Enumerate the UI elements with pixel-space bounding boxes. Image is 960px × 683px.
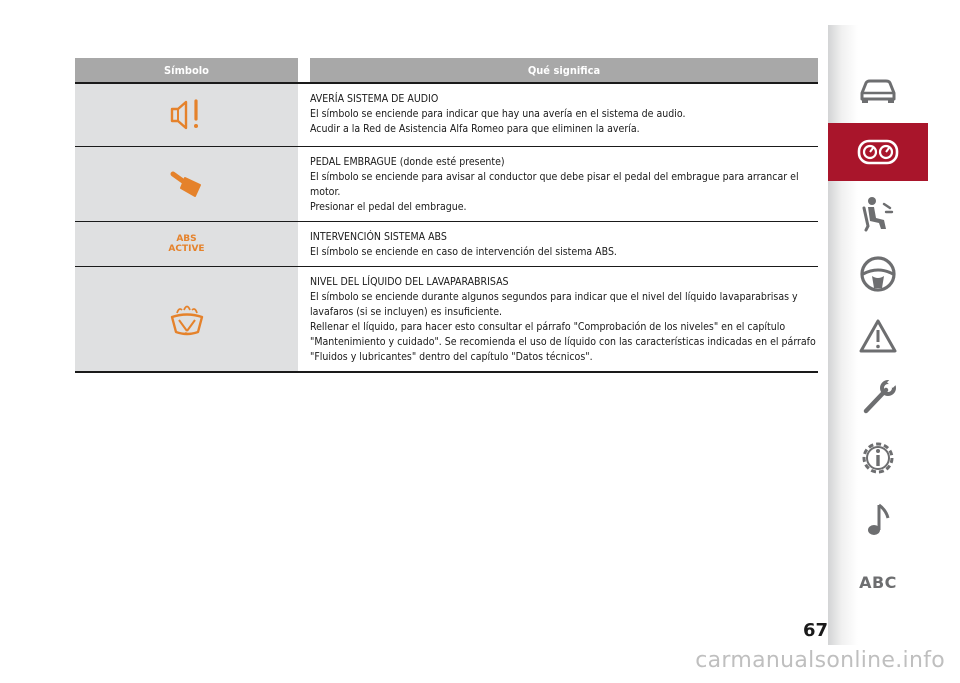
row-title: PEDAL EMBRAGUE (donde esté presente) xyxy=(310,156,505,168)
table-row xyxy=(75,267,818,373)
car-icon xyxy=(858,75,898,105)
table-row xyxy=(75,84,818,147)
sidebar-item-emergency[interactable] xyxy=(828,307,928,365)
index-icon: ABC xyxy=(859,572,897,592)
row-text: El símbolo se enciende para indicar que hay una avería en el sistema de audio. xyxy=(310,108,686,120)
sidebar-item-safety[interactable] xyxy=(828,185,928,243)
row-text: El símbolo se enciende en caso de intervención del sistema ABS. xyxy=(310,246,617,258)
table-row xyxy=(75,147,818,222)
warning-lights-table xyxy=(75,58,818,373)
washer-fluid-icon xyxy=(165,301,209,337)
sidebar-item-instruments[interactable] xyxy=(828,123,928,181)
sidebar-item-car[interactable] xyxy=(828,61,928,119)
page-number: 67 xyxy=(802,620,828,641)
sidebar-item-index[interactable] xyxy=(828,553,928,611)
row-text: Acudir a la Red de Asistencia Alfa Romeo para que eliminen la avería. xyxy=(310,123,640,135)
instrument-cluster-icon xyxy=(856,137,900,167)
audio-failure-icon xyxy=(167,95,207,135)
clutch-pedal-icon xyxy=(167,169,207,199)
gear-info-icon xyxy=(858,438,898,478)
steering-wheel-icon xyxy=(858,254,898,294)
wrench-icon xyxy=(858,378,898,418)
row-title: AVERÍA SISTEMA DE AUDIO xyxy=(310,93,439,105)
header-symbol: Símbolo xyxy=(75,58,298,82)
row-text: Presionar el pedal del embrague. xyxy=(310,201,467,213)
sidebar-item-technical[interactable] xyxy=(828,429,928,487)
chapter-sidebar xyxy=(828,25,928,645)
header-meaning: Qué significa xyxy=(310,58,818,82)
row-text: El símbolo se enciende durante algunos segundos para indicar que el nivel del líquido lavaparabrisas y lavafaros (si se incluyen) es insuficiente. xyxy=(310,291,798,318)
table-header xyxy=(75,58,818,82)
row-text: Rellenar el líquido, para hacer esto consultar el párrafo "Comprobación de los niveles" en el capítulo "Mantenimiento y cuidado". Se recomienda el uso de líquido con las características indicadas en el párrafo "Fluidos y lubricantes" dentro del capítulo "Datos técnicos". xyxy=(310,321,816,363)
warning-triangle-icon xyxy=(858,318,898,354)
music-note-icon xyxy=(858,500,898,540)
sidebar-item-driving[interactable] xyxy=(828,245,928,303)
abs-active-icon: ABS ACTIVE xyxy=(168,234,205,254)
watermark: carmanualsonline.info xyxy=(695,648,945,673)
table-row xyxy=(75,222,818,267)
row-title: INTERVENCIÓN SISTEMA ABS xyxy=(310,231,447,243)
row-text: El símbolo se enciende para avisar al conductor que debe pisar el pedal del embrague para arrancar el motor. xyxy=(310,171,799,198)
row-title: NIVEL DEL LÍQUIDO DEL LAVAPARABRISAS xyxy=(310,276,509,288)
sidebar-item-multimedia[interactable] xyxy=(828,491,928,549)
seat-airbag-icon xyxy=(858,194,898,234)
sidebar-item-maintenance[interactable] xyxy=(828,369,928,427)
